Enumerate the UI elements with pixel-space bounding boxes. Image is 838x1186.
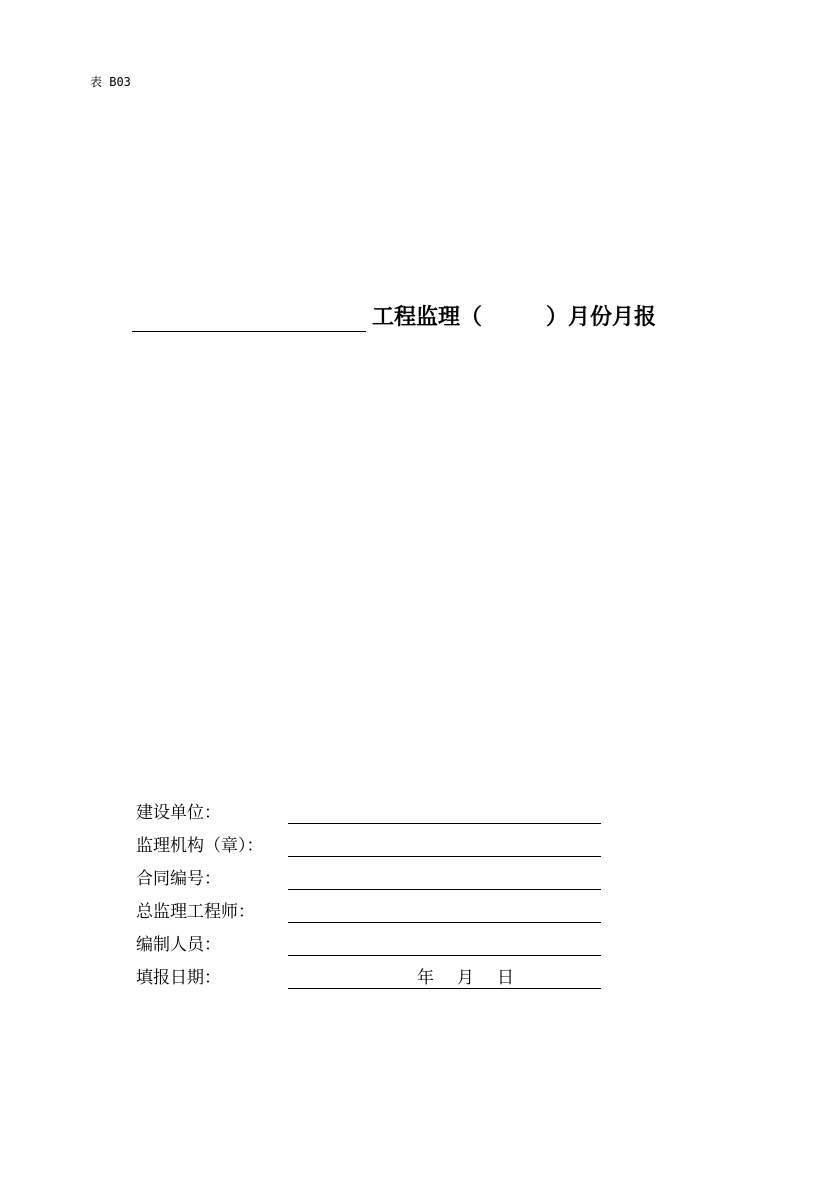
field-label: 监理机构（章）： [136,836,264,856]
underline [288,856,601,857]
field-prepared-by [136,932,606,965]
field-label: 合同编号： [136,869,221,889]
underline [288,922,601,923]
field-label: 填报日期： [136,968,221,988]
underline [288,955,601,956]
underline [288,823,601,824]
title-suffix: ）月份月报 [546,305,657,330]
underline [288,889,601,890]
month-blank[interactable] [482,304,546,332]
table-code: 表 B03 [90,75,131,89]
info-fields [136,800,606,998]
date-month-label: 月 [457,968,474,988]
underline [288,988,601,989]
date-day-label: 日 [497,968,514,988]
field-construction-unit [136,800,606,833]
field-contract-number [136,866,606,899]
title-main: 工程监理（ [372,305,483,330]
project-name-blank[interactable] [132,304,366,332]
field-label: 编制人员： [136,935,221,955]
field-report-date [136,965,606,998]
field-label: 建设单位： [136,803,221,823]
field-chief-engineer [136,899,606,932]
date-year-label: 年 [417,968,434,988]
report-title [132,300,656,332]
field-label: 总监理工程师： [136,902,255,922]
field-supervision-org [136,833,606,866]
